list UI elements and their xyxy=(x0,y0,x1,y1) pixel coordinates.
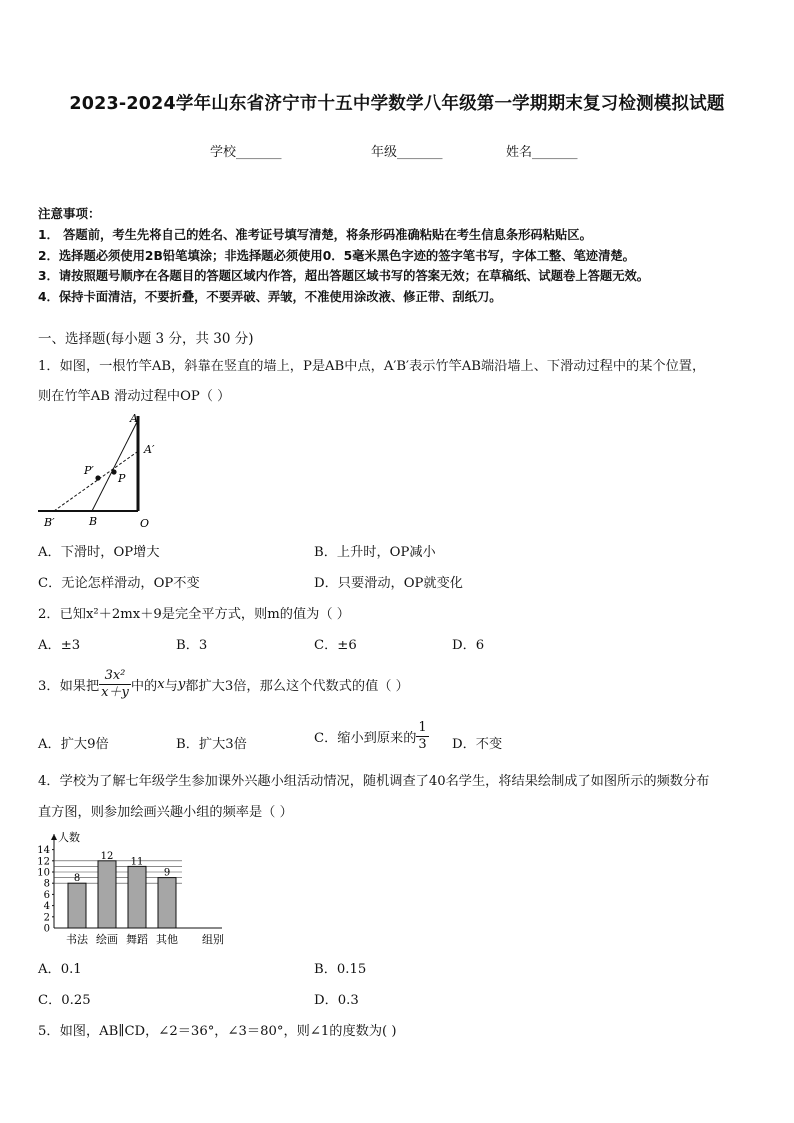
q1-option-b: B．上升时，OP减小 xyxy=(314,545,436,560)
y-axis-label: 人数 xyxy=(58,831,80,844)
y-tick-label: 14 xyxy=(37,845,50,857)
y-tick-label: 6 xyxy=(43,889,50,901)
y-tick-label: 10 xyxy=(37,867,50,879)
q3-option-a: A．扩大9倍 xyxy=(38,737,109,752)
q3-option-c-text: C．缩小到原来的 xyxy=(314,731,417,746)
name-field: 姓名_______ xyxy=(506,145,578,160)
q3-prefix: 3．如果把 xyxy=(38,679,100,694)
q3-suffix: 都扩大3倍，那么这个代数式的值（ ） xyxy=(185,679,409,694)
q2-option-c: C．±6 xyxy=(314,638,357,653)
q1-option-a: A．下滑时，OP增大 xyxy=(38,545,160,560)
q2-option-a: A．±3 xyxy=(38,638,81,653)
point-p2 xyxy=(95,475,100,480)
bar-value-label: 11 xyxy=(130,856,144,868)
y-tick-label: 0 xyxy=(43,923,50,935)
q3-middle: 中的 xyxy=(130,679,158,694)
q4-stem-line2: 直方图，则参加绘画兴趣小组的频率是（ ） xyxy=(38,805,293,820)
note-item: 1． 答题前，考生先将自己的姓名、准考证号填写清楚，将条形码准确粘贴在考生信息条形码粘贴区。 xyxy=(38,228,592,242)
q3-frac-den: x＋y xyxy=(101,685,129,700)
q3-option-c xyxy=(314,720,429,753)
y-tick-labels xyxy=(37,845,54,934)
y-tick-label: 8 xyxy=(43,878,50,890)
q3-option-c-fraction xyxy=(416,720,428,753)
bar xyxy=(98,861,116,928)
q5-stem: 5．如图，AB∥CD，∠2＝36°，∠3＝80°，则∠1的度数为( ) xyxy=(38,1024,397,1039)
label-p2: P′ xyxy=(84,464,94,477)
label-o: O xyxy=(140,517,150,530)
section-heading: 一、选择题(每小题 3 分，共 30 分) xyxy=(38,331,254,347)
grade-field: 年级_______ xyxy=(371,145,443,160)
y-tick-label: 4 xyxy=(43,901,50,913)
y-axis-arrow xyxy=(51,834,57,840)
q4-option-d: D．0.3 xyxy=(314,993,359,1008)
q3-var-x: x xyxy=(157,677,165,692)
q3-stem xyxy=(38,668,409,701)
category-labels xyxy=(66,932,178,946)
label-b2: B′ xyxy=(44,516,55,529)
q4-stem-line1: 4．学校为了解七年级学生参加课外兴趣小组活动情况，随机调查了40名学生，将结果绘制成了如图所示的频数分布 xyxy=(38,774,710,789)
note-item: 3．请按照题号顺序在各题目的答题区域内作答，超出答题区域书写的答案无效；在草稿纸、试题卷上答题无效。 xyxy=(38,269,650,283)
category-label: 书法 xyxy=(66,933,88,946)
q1-option-d: D．只要滑动，OP就变化 xyxy=(314,576,463,591)
q3-fraction xyxy=(99,668,131,701)
label-p: P xyxy=(118,472,126,485)
label-a: A xyxy=(130,412,138,425)
y-tick-label: 12 xyxy=(37,856,50,868)
q4-histogram xyxy=(30,826,240,950)
bar-value-label: 8 xyxy=(73,873,81,885)
q1-figure xyxy=(34,408,164,532)
q3-and: 与 xyxy=(164,679,178,694)
bar-value-label: 12 xyxy=(100,850,114,862)
q4-option-a: A．0.1 xyxy=(38,962,82,977)
q2-option-b: B．3 xyxy=(176,638,208,653)
category-label: 绘画 xyxy=(96,933,118,946)
q1-stem-line1: 1．如图，一根竹竿AB，斜靠在竖直的墙上，P是AB中点，A′B′表示竹竿AB端沿墙上、下滑动过程中的某个位置， xyxy=(38,359,706,374)
q1-stem-line2: 则在竹竿AB 滑动过程中OP（ ） xyxy=(38,389,231,404)
value-labels xyxy=(74,851,170,884)
note-item: 2．选择题必须使用2B铅笔填涂；非选择题必须使用0．5毫米黑色字迹的签字笔书写，字体工整、笔迹清楚。 xyxy=(38,249,635,263)
q4-option-b: B．0.15 xyxy=(314,962,367,977)
bar xyxy=(158,878,176,928)
q4-option-c: C．0.25 xyxy=(38,993,91,1008)
school-field: 学校_______ xyxy=(210,145,282,160)
label-b: B xyxy=(89,515,98,528)
q3-frac-num: 3x² xyxy=(99,668,131,685)
label-a2: A′ xyxy=(144,443,155,456)
page-title: 2023-2024学年山东省济宁市十五中学数学八年级第一学期期末复习检测模拟试题 xyxy=(69,94,725,114)
q3-option-c-den: 3 xyxy=(418,737,427,752)
q2-option-d: D．6 xyxy=(452,638,485,653)
point-p xyxy=(111,469,116,474)
q3-option-c-num: 1 xyxy=(418,720,427,735)
note-item: 4．保持卡面清洁，不要折叠，不要弄破、弄皱，不准使用涂改液、修正带、刮纸刀。 xyxy=(38,290,502,304)
category-label: 舞蹈 xyxy=(126,933,148,946)
q1-option-c: C．无论怎样滑动，OP不变 xyxy=(38,576,200,591)
bar xyxy=(68,883,86,928)
notes-heading: 注意事项： xyxy=(38,206,101,221)
pole-ab xyxy=(92,422,137,511)
bar xyxy=(128,866,146,928)
bars xyxy=(68,861,176,928)
category-label: 其他 xyxy=(156,933,178,946)
x-axis-label: 组别 xyxy=(202,933,224,946)
q3-option-d: D．不变 xyxy=(452,737,503,752)
y-tick-label: 2 xyxy=(43,912,50,924)
q2-stem: 2．已知x²＋2mx＋9是完全平方式，则m的值为（ ） xyxy=(38,607,350,622)
q3-option-b: B．扩大3倍 xyxy=(176,737,247,752)
q3-var-y: y xyxy=(177,677,186,692)
bar-value-label: 9 xyxy=(163,867,171,879)
